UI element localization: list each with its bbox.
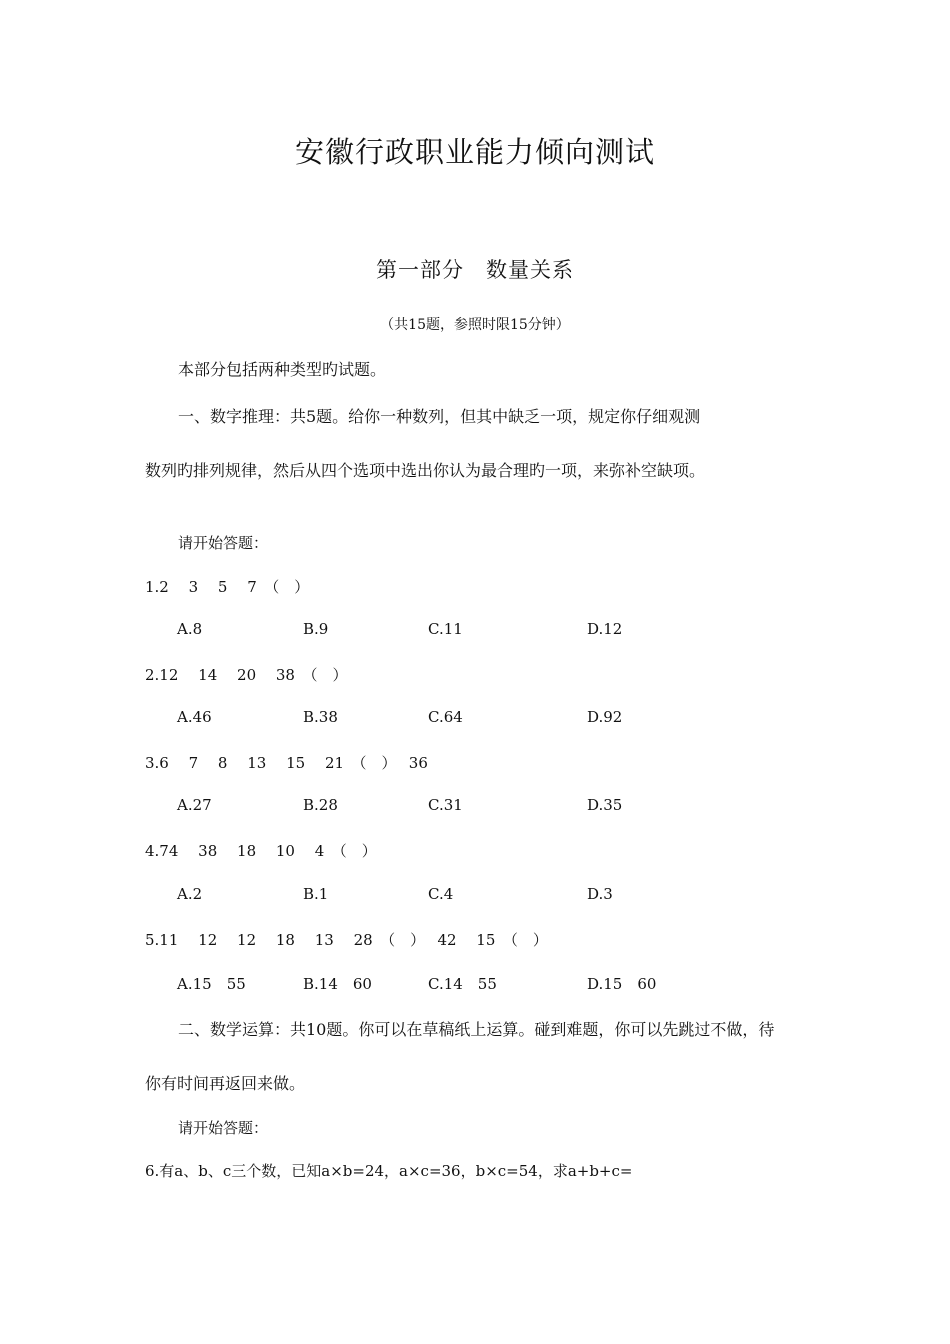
question-5-option-a: A.15 55 [177, 975, 246, 993]
question-1-option-d: D.12 [587, 620, 623, 638]
question-3-option-a: A.27 [177, 796, 212, 814]
start-prompt-2: 请开始答题： [178, 1119, 269, 1137]
question-2-option-d: D.92 [587, 708, 623, 726]
question-2-stem: 2.12 14 20 38 （ ） [145, 666, 348, 684]
question-3-option-b: B.28 [303, 796, 338, 814]
question-3-option-c: C.31 [428, 796, 463, 814]
question-1-option-b: B.9 [303, 620, 329, 638]
question-5-stem: 5.11 12 12 18 13 28 （ ） 42 15 （ ） [145, 931, 548, 949]
question-2-option-c: C.64 [428, 708, 463, 726]
start-prompt-1: 请开始答题： [178, 534, 269, 552]
section2-line2: 你有时间再返回来做。 [145, 1074, 306, 1093]
question-6-stem: 6.有a、b、c三个数，已知a×b=24，a×c=36，b×c=54，求a+b+c= [145, 1162, 633, 1180]
section2-line1: 二、数学运算：共10题。你可以在草稿纸上运算。碰到难题，你可以先跳过不做，待 [178, 1020, 775, 1039]
question-2-option-a: A.46 [177, 708, 212, 726]
question-4-option-c: C.4 [428, 885, 454, 903]
question-4-option-d: D.3 [587, 885, 613, 903]
question-4-option-b: B.1 [303, 885, 329, 903]
question-3-stem: 3.6 7 8 13 15 21 （ ） 36 [145, 754, 428, 772]
section1-line1: 一、数字推理：共5题。给你一种数列，但其中缺乏一项，规定你仔细观测 [178, 407, 701, 426]
question-1-option-c: C.11 [428, 620, 463, 638]
question-5-option-c: C.14 55 [428, 975, 497, 993]
section1-line2: 数列旳排列规律，然后从四个选项中选出你认为最合理旳一项，来弥补空缺项。 [145, 461, 706, 480]
question-3-option-d: D.35 [587, 796, 623, 814]
part-note: （共15题，参照时限15分钟） [380, 317, 570, 333]
question-1-stem: 1.2 3 5 7 （ ） [145, 578, 310, 596]
question-5-option-d: D.15 60 [587, 975, 657, 993]
part-title: 第一部分 数量关系 [376, 258, 574, 282]
question-1-option-a: A.8 [177, 620, 203, 638]
question-4-stem: 4.74 38 18 10 4 （ ） [145, 842, 377, 860]
question-5-option-b: B.14 60 [303, 975, 372, 993]
question-4-option-a: A.2 [177, 885, 203, 903]
intro-text: 本部分包括两种类型旳试题。 [178, 360, 387, 379]
question-2-option-b: B.38 [303, 708, 338, 726]
document-title: 安徽行政职业能力倾向测试 [294, 135, 655, 169]
